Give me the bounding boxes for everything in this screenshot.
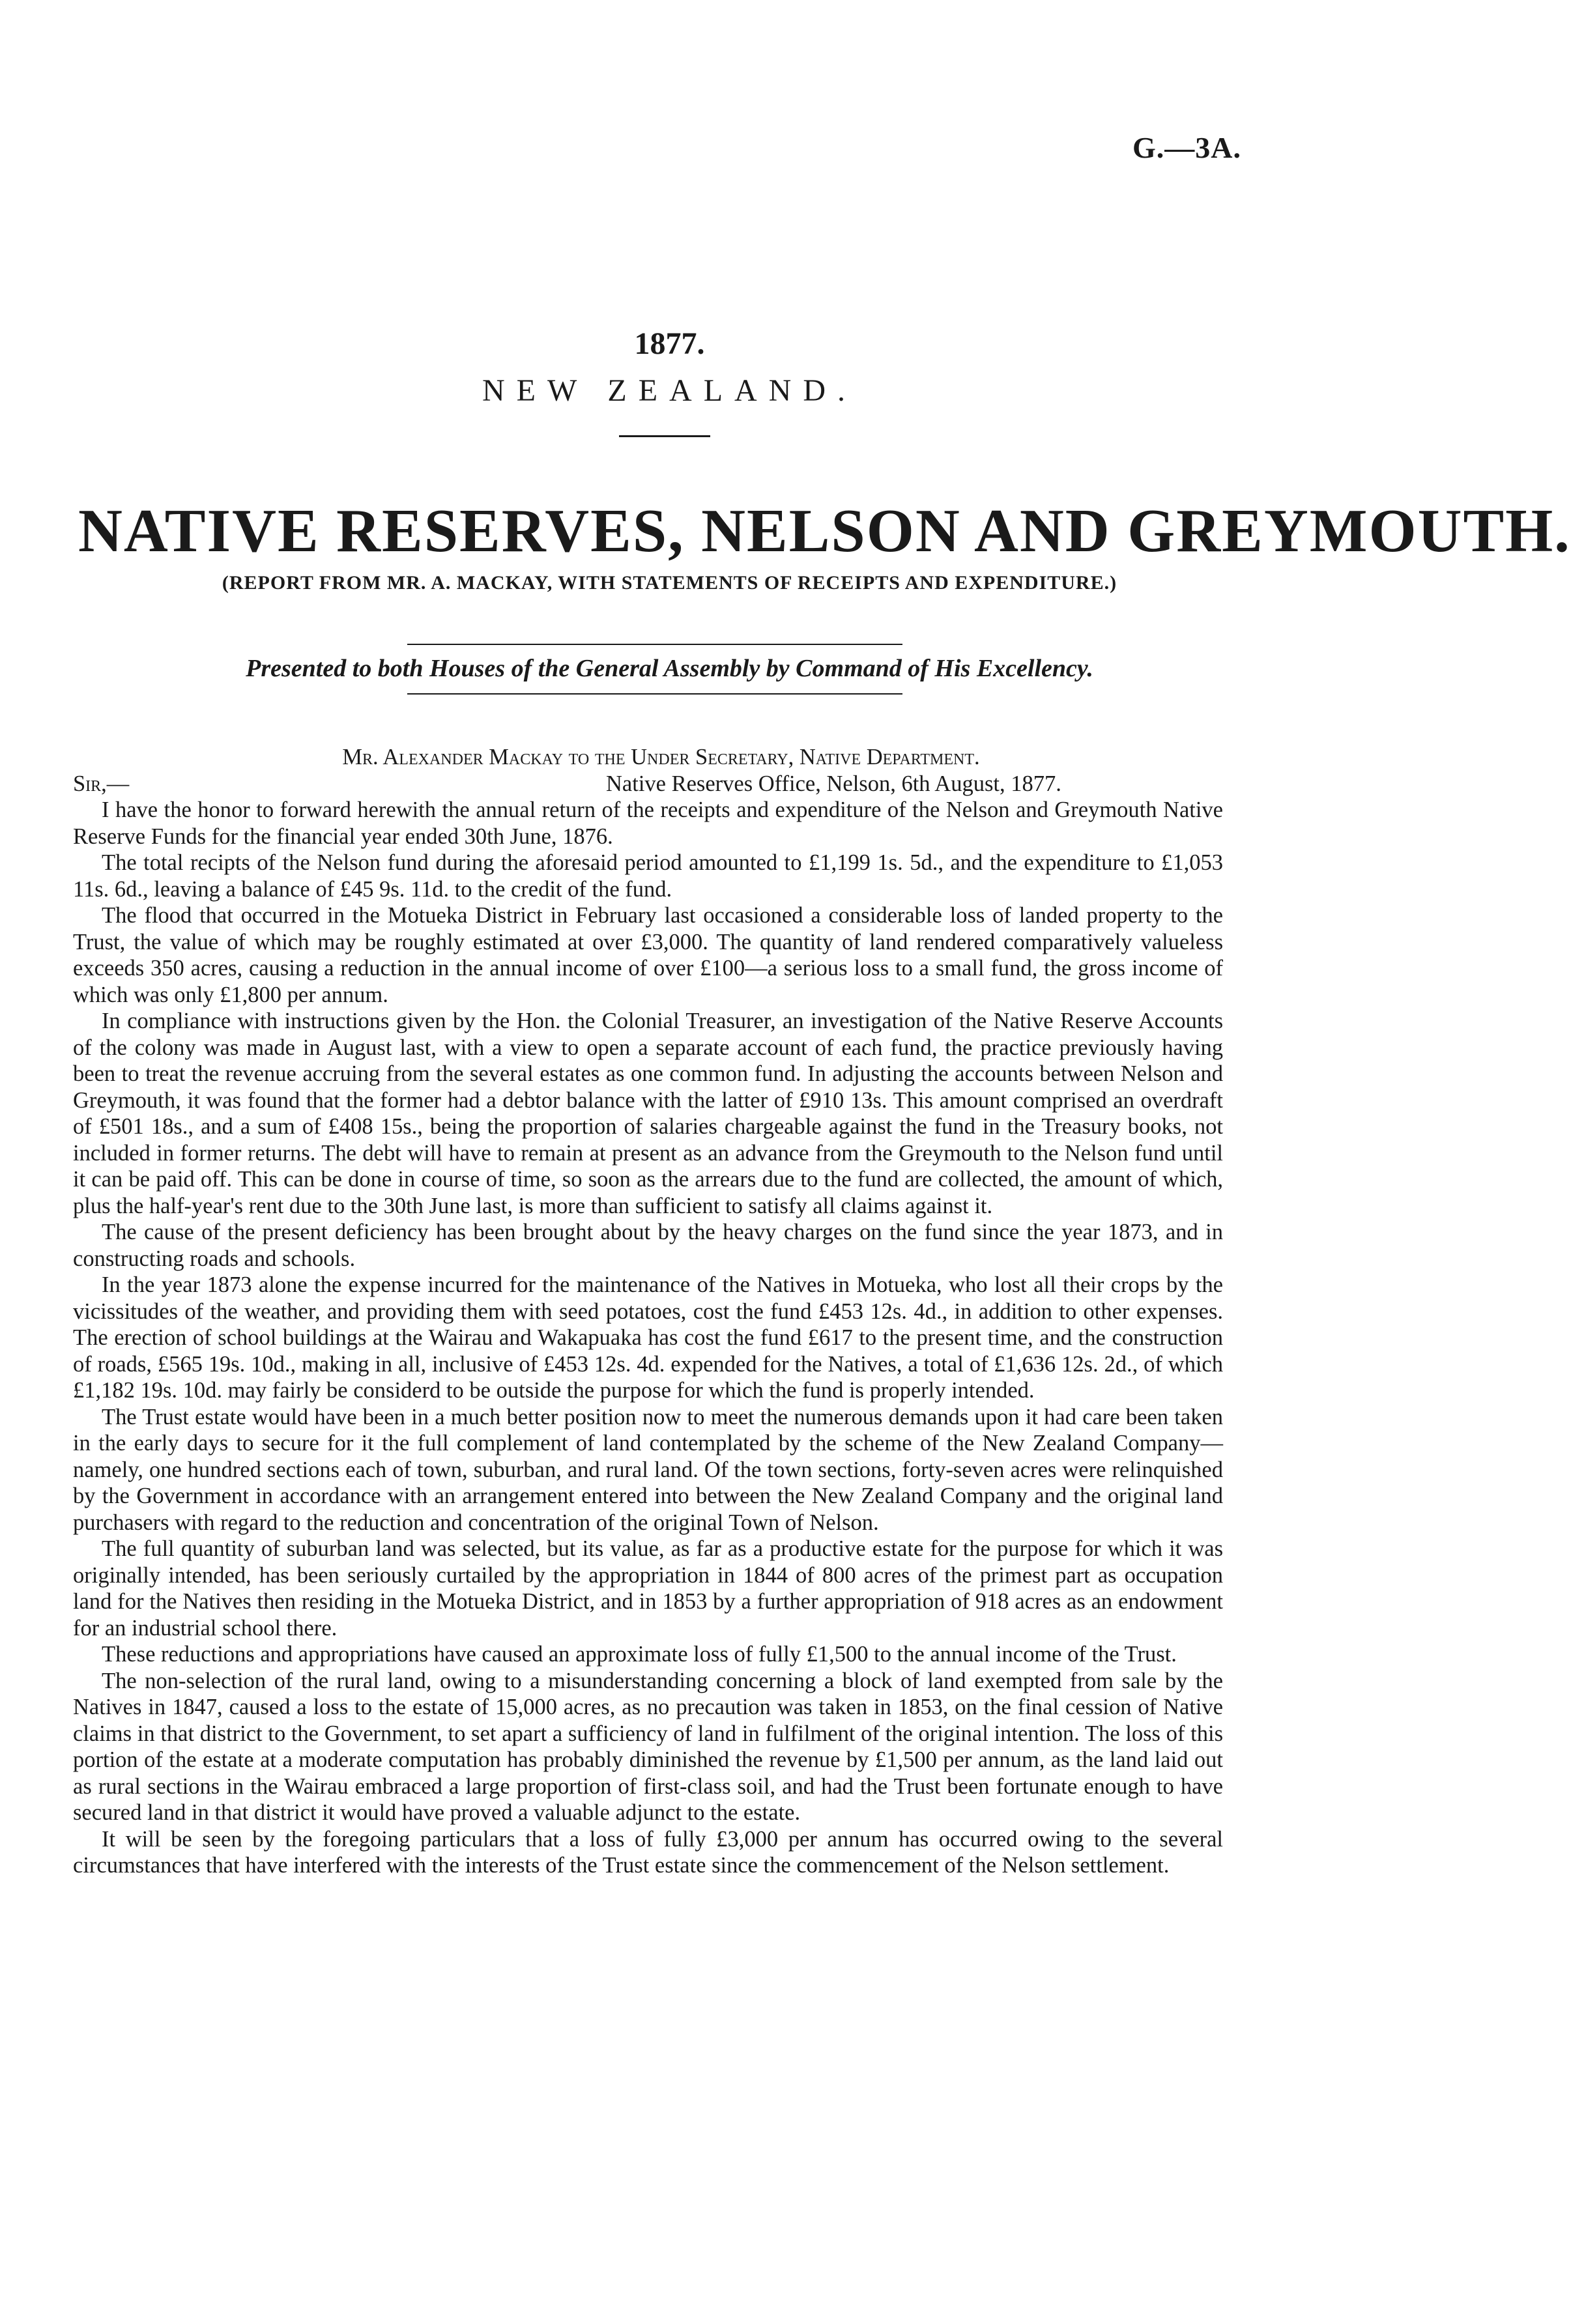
paragraph: The full quantity of suburban land was selected, but its value, as far as a productive estate for the purpose for which it was originally intended, has been seriously curtailed by the appropriation in 1844 of 800 acres of the primest part as occupation land for the Natives then residing in the Motueka District, and in 1853 by a further appropriation of 918 acres as an endowment for an industrial school there. [73,1536,1223,1641]
title-divider [619,435,710,437]
paragraph: The Trust estate would have been in a much better position now to meet the numerous demands upon it had care been taken in the early days to secure for it the full complement of land contemplated by the scheme of the New Zealand Company—namely, one hundred sections each of town, suburban, and rural land. Of the town sections, forty-seven acres were relinquished by the Government in accordance with an arrangement entered into between the New Zealand Company and the original land purchasers with regard to the reduction and concentration of the original Town of Nelson. [73,1404,1223,1535]
document-subtitle: (REPORT FROM MR. A. MACKAY, WITH STATEMENTS OF RECEIPTS AND EXPENDITURE.) [222,572,1117,594]
document-year: 1877. [634,326,705,361]
paragraph: The non-selection of the rural land, owing to a misunderstanding concerning a block of land exempted from sale by the Natives in 1847, caused a loss to the estate of 15,000 acres, as no precaution was taken in 1853, on the final cession of Native claims in that district to the Government, to set apart a sufficiency of land in fulfilment of the original intention. The loss of this portion of the estate at a moderate computation has probably diminished the revenue by £1,500 per annum, as the land laid out as rural sections in the Wairau embraced a large proportion of first-class soil, and had the Trust been fortunate enough to have secured land in that district it would have proved a valuable adjunct to the estate. [73,1668,1223,1825]
paragraph: In compliance with instructions given by the Hon. the Colonial Treasurer, an investigation of the Native Reserve Accounts of the colony was made in August last, with a view to open a separate account of each fund, the practice previously having been to treat the revenue accruing from the several estates as one common fund. In adjusting the accounts between Nelson and Greymouth, it was found that the former had a debtor balance with the latter of £910 13s. This amount comprised an overdraft of £501 18s., and a sum of £408 15s., being the proportion of salaries chargeable against the fund in the Treasury books, not included in former returns. The debt will have to remain at present as an advance from the Greymouth to the Nelson fund until it can be paid off. This can be done in course of time, so soon as the arrears due to the fund are collected, the amount of which, plus the half-year's rent due to the 30th June last, is more than sufficient to satisfy all claims against it. [73,1009,1223,1218]
letter-body [73,744,1223,1879]
paragraph: In the year 1873 alone the expense incurred for the maintenance of the Natives in Motueka, who lost all their crops by the vicissitudes of the weather, and providing them with seed potatoes, cost the fund £453 12s. 4d., in addition to other expenses. The erection of school buildings at the Wairau and Wakapuaka has cost the fund £617 to the present time, and the construction of roads, £565 19s. 10d., making in all, inclusive of £453 12s. 4d. expended for the Natives, a total of £1,636 12s. 2d., of which £1,182 19s. 10d. may fairly be considerd to be outside the purpose for which the fund is properly intended. [73,1272,1223,1403]
country-heading: NEW ZEALAND. [482,373,858,408]
paragraph: The total recipts of the Nelson fund during the aforesaid period amounted to £1,199 1s. 5d., and the expenditure to £1,053 11s. 6d., leaving a balance of £45 9s. 11d. to the credit of the fund. [73,850,1223,902]
paragraph: I have the honor to forward herewith the annual return of the receipts and expenditure of the Nelson and Greymouth Native Reserve Funds for the financial year ended 30th June, 1876. [73,797,1223,849]
page-identifier: G.—3A. [1132,131,1241,164]
letter-heading: Mr. Alexander Mackay to the Under Secretary, Native Department. [342,745,980,769]
paragraph: It will be seen by the foregoing particulars that a loss of fully £3,000 per annum has occurred owing to the several circumstances that have interfered with the interests of the Trust estate since the commencement of the Nelson settlement. [73,1826,1223,1878]
letter-salutation: Sir,— [73,771,130,796]
paragraph: These reductions and appropriations have caused an approximate loss of fully £1,500 to the annual income of the Trust. [102,1642,1177,1667]
document-title: NATIVE RESERVES, NELSON AND GREYMOUTH. [78,497,1571,565]
paragraph: The flood that occurred in the Motueka District in February last occasioned a considerable loss of landed property to the Trust, the value of which may be roughly estimated at over £3,000. The quantity of land rendered comparatively valueless exceeds 350 acres, causing a reduction in the annual income of over £100—a serious loss to a small fund, the gross income of which was only £1,800 per annum. [73,903,1223,1007]
presented-divider-bottom [407,693,902,695]
paragraph: The cause of the present deficiency has been brought about by the heavy charges on the fund since the year 1873, and in constructing roads and schools. [73,1220,1223,1271]
letter-dateline: Native Reserves Office, Nelson, 6th August, 1877. [606,771,1061,796]
presented-divider-top [407,644,902,645]
presented-line: Presented to both Houses of the General Assembly by Command of His Excellency. [246,655,1093,682]
salutation-row [73,771,1223,797]
